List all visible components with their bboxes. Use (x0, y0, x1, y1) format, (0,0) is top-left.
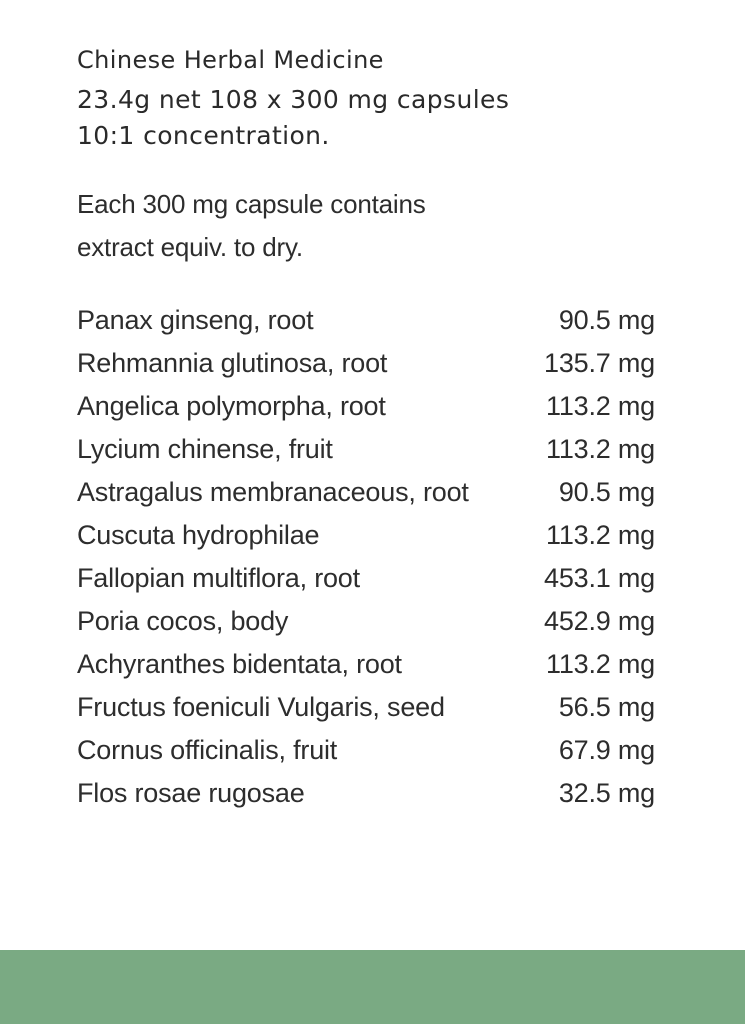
ingredient-name: Fallopian multiflora, root (77, 563, 360, 593)
ingredient-amount: 67.9 mg (558, 735, 655, 765)
ingredient-name: Rehmannia glutinosa, root (77, 348, 388, 378)
ingredient-name: Angelica polymorpha, root (77, 391, 386, 421)
ingredient-name: Lycium chinense, fruit (77, 434, 333, 464)
product-title: Chinese Herbal Medicine (77, 46, 384, 74)
ingredient-amount: 135.7 mg (544, 348, 655, 378)
ingredient-amount: 32.5 mg (558, 778, 655, 808)
ingredient-row (77, 600, 655, 643)
ingredient-name: Fructus foeniculi Vulgaris, seed (77, 692, 445, 722)
ingredient-list (77, 299, 655, 815)
capsule-note (77, 183, 577, 269)
ingredient-row (77, 514, 655, 557)
ingredient-amount: 113.2 mg (546, 520, 655, 550)
ingredient-amount: 113.2 mg (546, 391, 655, 421)
ingredient-name: Cornus officinalis, fruit (77, 735, 338, 765)
ingredient-row (77, 385, 655, 428)
ingredient-amount: 113.2 mg (546, 649, 655, 679)
ingredient-row (77, 428, 655, 471)
ingredient-amount: 90.5 mg (558, 477, 655, 507)
ingredient-amount: 453.1 mg (544, 563, 655, 593)
ingredient-name: Cuscuta hydrophilae (77, 520, 320, 550)
ingredient-row (77, 342, 655, 385)
label-header (77, 40, 677, 154)
ingredient-name: Panax ginseng, root (77, 305, 314, 335)
footer-color-band (0, 950, 745, 1024)
ingredient-amount: 113.2 mg (546, 434, 655, 464)
ingredient-amount: 90.5 mg (558, 305, 655, 335)
ingredient-row (77, 772, 655, 815)
ingredient-name: Astragalus membranaceous, root (77, 477, 469, 507)
ingredient-name: Achyranthes bidentata, root (77, 649, 402, 679)
ingredient-row (77, 729, 655, 772)
capsule-note-line-1: Each 300 mg capsule contains (77, 189, 426, 219)
ingredient-amount: 56.5 mg (558, 692, 655, 722)
ingredient-row (77, 557, 655, 600)
ingredient-row (77, 686, 655, 729)
ingredient-name: Poria cocos, body (77, 606, 289, 636)
concentration-text: 10:1 concentration. (77, 121, 330, 150)
net-contents: 23.4g net 108 x 300 mg capsules (77, 85, 510, 114)
ingredient-row (77, 643, 655, 686)
ingredient-name: Flos rosae rugosae (77, 778, 305, 808)
ingredient-row (77, 299, 655, 342)
ingredient-row (77, 471, 655, 514)
capsule-note-line-2: extract equiv. to dry. (77, 232, 303, 262)
ingredient-amount: 452.9 mg (544, 606, 655, 636)
